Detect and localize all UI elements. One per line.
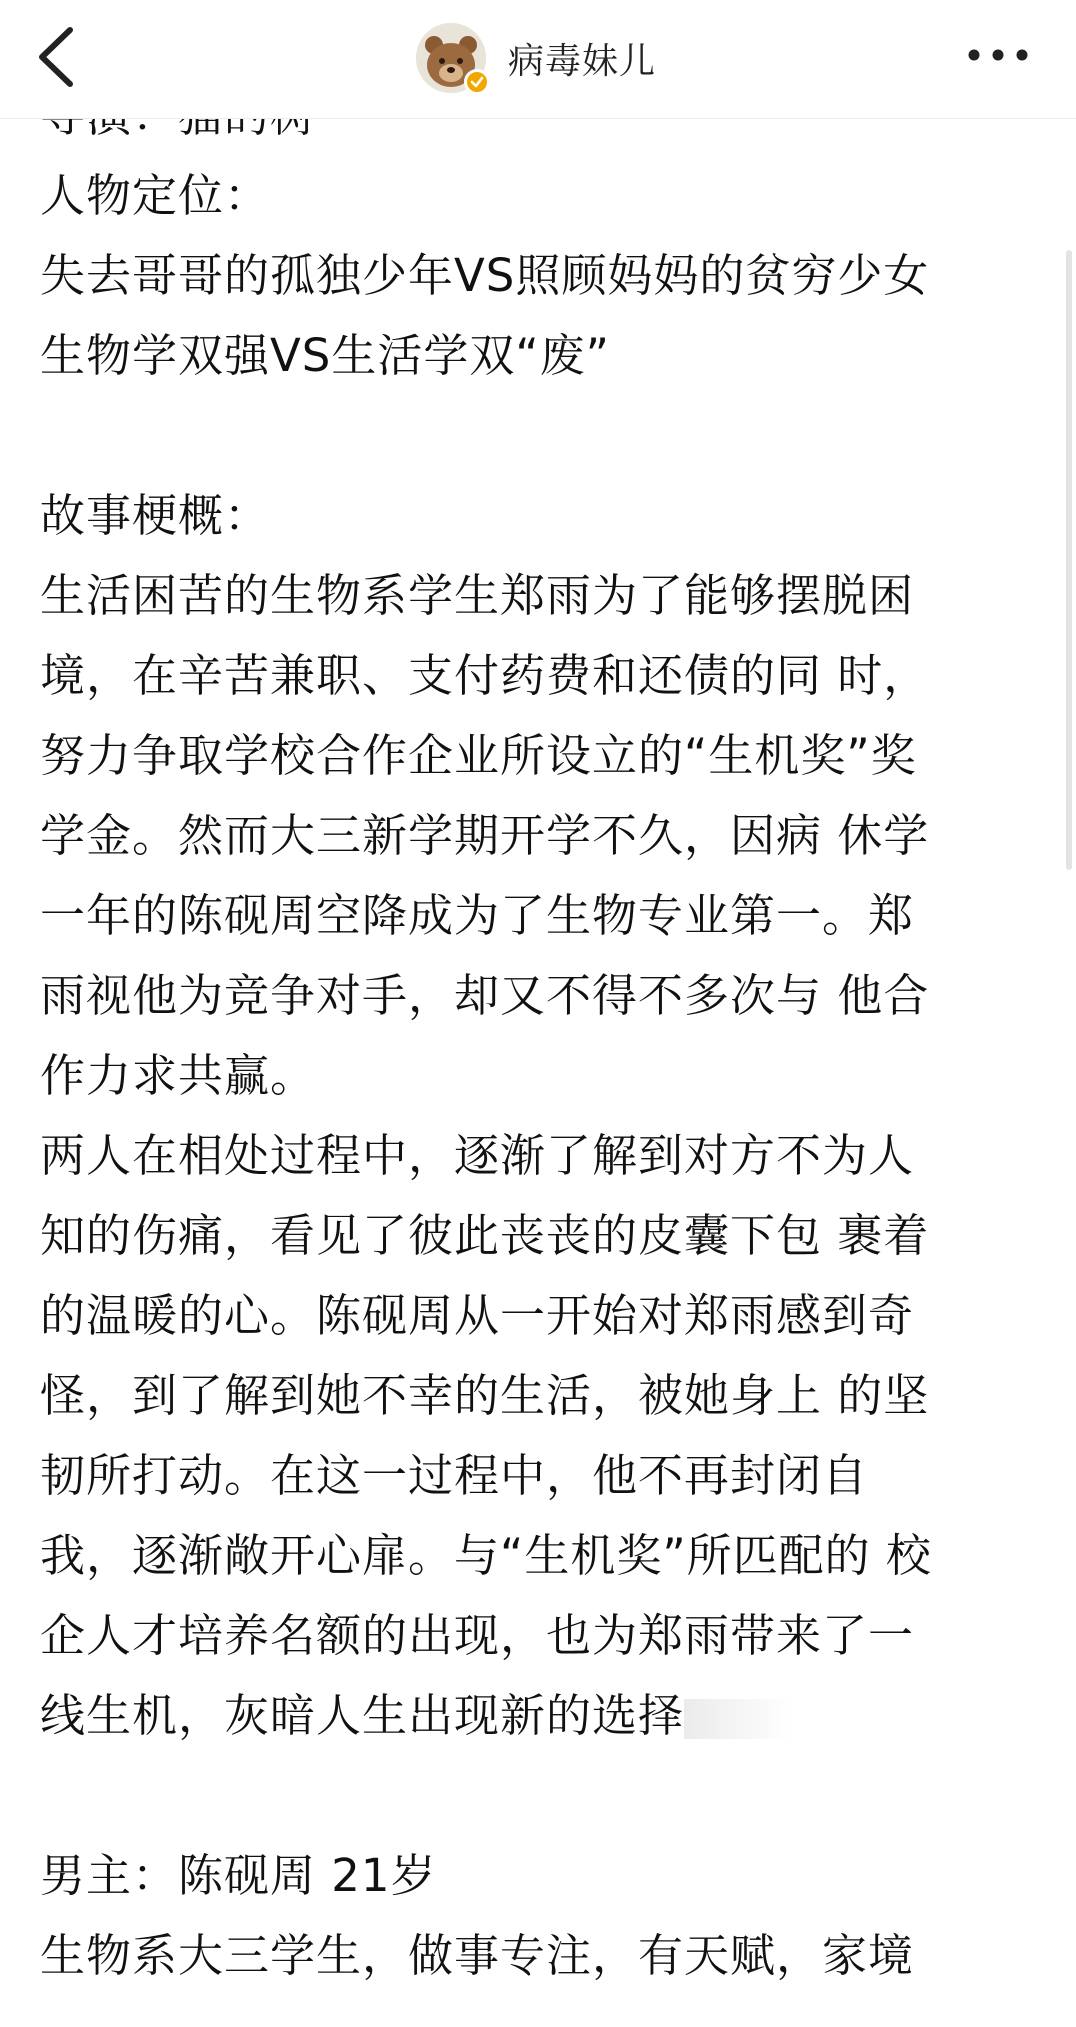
top-nav-bar	[0, 0, 1076, 119]
avatar[interactable]	[416, 23, 486, 93]
text-line: 韧所打动。在这一过程中，他不再封闭自	[40, 1449, 869, 1502]
text-line: 作力求共赢。	[40, 1049, 317, 1102]
scrollbar[interactable]	[1066, 250, 1072, 870]
text-line: 境，在辛苦兼职、支付药费和还债的同 时，	[40, 649, 930, 702]
post-body	[40, 76, 1050, 1996]
text-line: 生物系大三学生，做事专注，有天赋，家境	[40, 1929, 915, 1982]
text-line: 人物定位：	[40, 169, 271, 222]
text-line: 的温暖的心。陈砚周从一开始对郑雨感到奇	[40, 1289, 915, 1342]
text-line: 我，逐渐敞开心扉。与“生机奖”所匹配的 校	[40, 1529, 932, 1582]
text-line: 努力争取学校合作企业所设立的“生机奖”奖	[40, 729, 917, 782]
text-line: 生物学双强VS生活学双“废”	[40, 329, 610, 382]
verified-badge	[464, 69, 490, 95]
verified-check-icon	[467, 72, 487, 92]
text-line: 企人才培养名额的出现，也为郑雨带来了一	[40, 1609, 915, 1662]
text-line: 学金。然而大三新学期开学不久，因病 休学	[40, 809, 930, 862]
chevron-left-icon	[30, 22, 90, 92]
blank-line	[40, 396, 1050, 476]
more-horizontal-icon	[962, 30, 1034, 80]
text-line-last-paragraph	[40, 1676, 1050, 1756]
text-line: 线生机，灰暗人生出现新的选择	[40, 1689, 685, 1742]
back-button[interactable]	[30, 22, 90, 92]
more-options-button[interactable]	[962, 30, 1034, 80]
text-line: 男主：陈砚周 21岁	[40, 1849, 437, 1902]
author-profile[interactable]	[416, 16, 656, 100]
text-line: 一年的陈砚周空降成为了生物专业第一。郑	[40, 889, 915, 942]
text-line: 雨视他为竞争对手，却又不得不多次与 他合	[40, 969, 930, 1022]
text-line: 怪，到了解到她不幸的生活，被她身上 的坚	[40, 1369, 930, 1422]
text-line: 失去哥哥的孤独少年VS照顾妈妈的贫穷少女	[40, 249, 930, 302]
text-fade-overlay	[684, 1699, 794, 1739]
author-name[interactable]: 病毒妹儿	[508, 40, 657, 82]
text-line: 生活困苦的生物系学生郑雨为了能够摆脱困	[40, 569, 915, 622]
blank-line	[40, 1756, 1050, 1836]
text-line: 两人在相处过程中，逐渐了解到对方不为人	[40, 1129, 915, 1182]
text-line: 知的伤痛，看见了彼此丧丧的皮囊下包 裹着	[40, 1209, 930, 1262]
text-line: 故事梗概：	[40, 489, 271, 542]
